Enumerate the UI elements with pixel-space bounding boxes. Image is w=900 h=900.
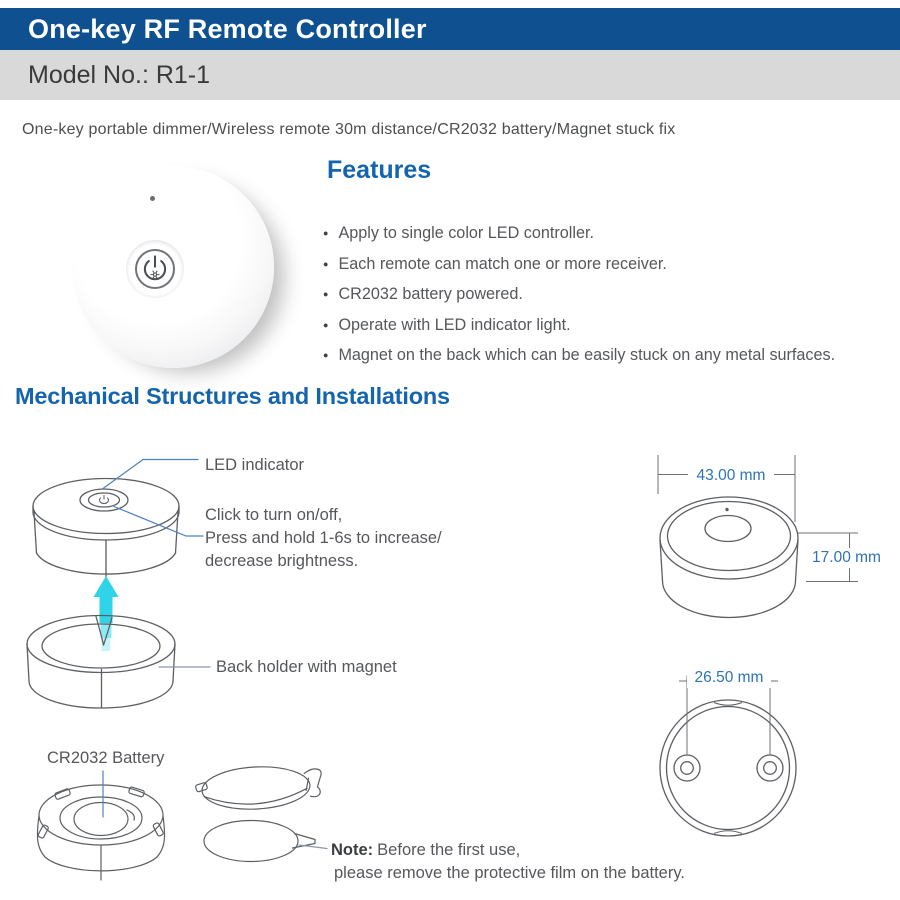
product-photo	[72, 166, 274, 368]
battery-label: CR2032 Battery	[47, 749, 165, 767]
power-button	[126, 240, 184, 298]
battery-holder-drawing	[37, 785, 164, 880]
led-indicator-label: LED indicator	[205, 456, 305, 474]
model-bar	[0, 50, 900, 100]
title-bar	[0, 8, 900, 50]
feature-item: ● Each remote can match one or more receiver.	[323, 254, 883, 274]
feature-item: ● Apply to single color LED controller.	[323, 223, 883, 243]
power-button-face	[135, 249, 175, 289]
dimension-width-label: 43.00 mm	[688, 466, 774, 486]
up-arrow-icon	[94, 576, 119, 651]
mechanical-heading: Mechanical Structures and Installations	[15, 383, 450, 409]
dimension-height-label: 17.00 mm	[808, 548, 885, 568]
remote-top-drawing	[33, 479, 179, 579]
feature-item: ● Magnet on the back which can be easily stuck on any metal surfaces.	[323, 345, 883, 365]
battery-cover-drawing	[194, 764, 323, 813]
features-heading: Features	[327, 156, 432, 184]
note-label: Note:	[331, 841, 374, 859]
features-list	[323, 223, 883, 376]
power-icon	[140, 254, 170, 284]
note-text: Note: Before the first use, please remove the protective film on the battery.	[331, 841, 685, 882]
protective-film-drawing	[204, 821, 315, 862]
feature-item: ● Operate with LED indicator light.	[323, 315, 883, 335]
feature-item: ● CR2032 battery powered.	[323, 284, 883, 304]
dimension-hole-spacing-label: 26.50 mm	[687, 668, 771, 688]
side-view-drawing	[660, 497, 798, 618]
led-dot	[150, 196, 155, 201]
bottom-view-drawing	[660, 700, 796, 836]
model-number: Model No.: R1-1	[28, 60, 211, 89]
page-title: One-key RF Remote Controller	[28, 13, 427, 44]
mechanical-diagram	[0, 430, 900, 900]
back-holder-label: Back holder with magnet	[216, 658, 397, 676]
button-instructions: Click to turn on/off, Press and hold 1-6s to increase/ decrease brightness.	[205, 506, 442, 570]
tagline: One-key portable dimmer/Wireless remote 30m distance/CR2032 battery/Magnet stuck fix	[22, 121, 676, 138]
